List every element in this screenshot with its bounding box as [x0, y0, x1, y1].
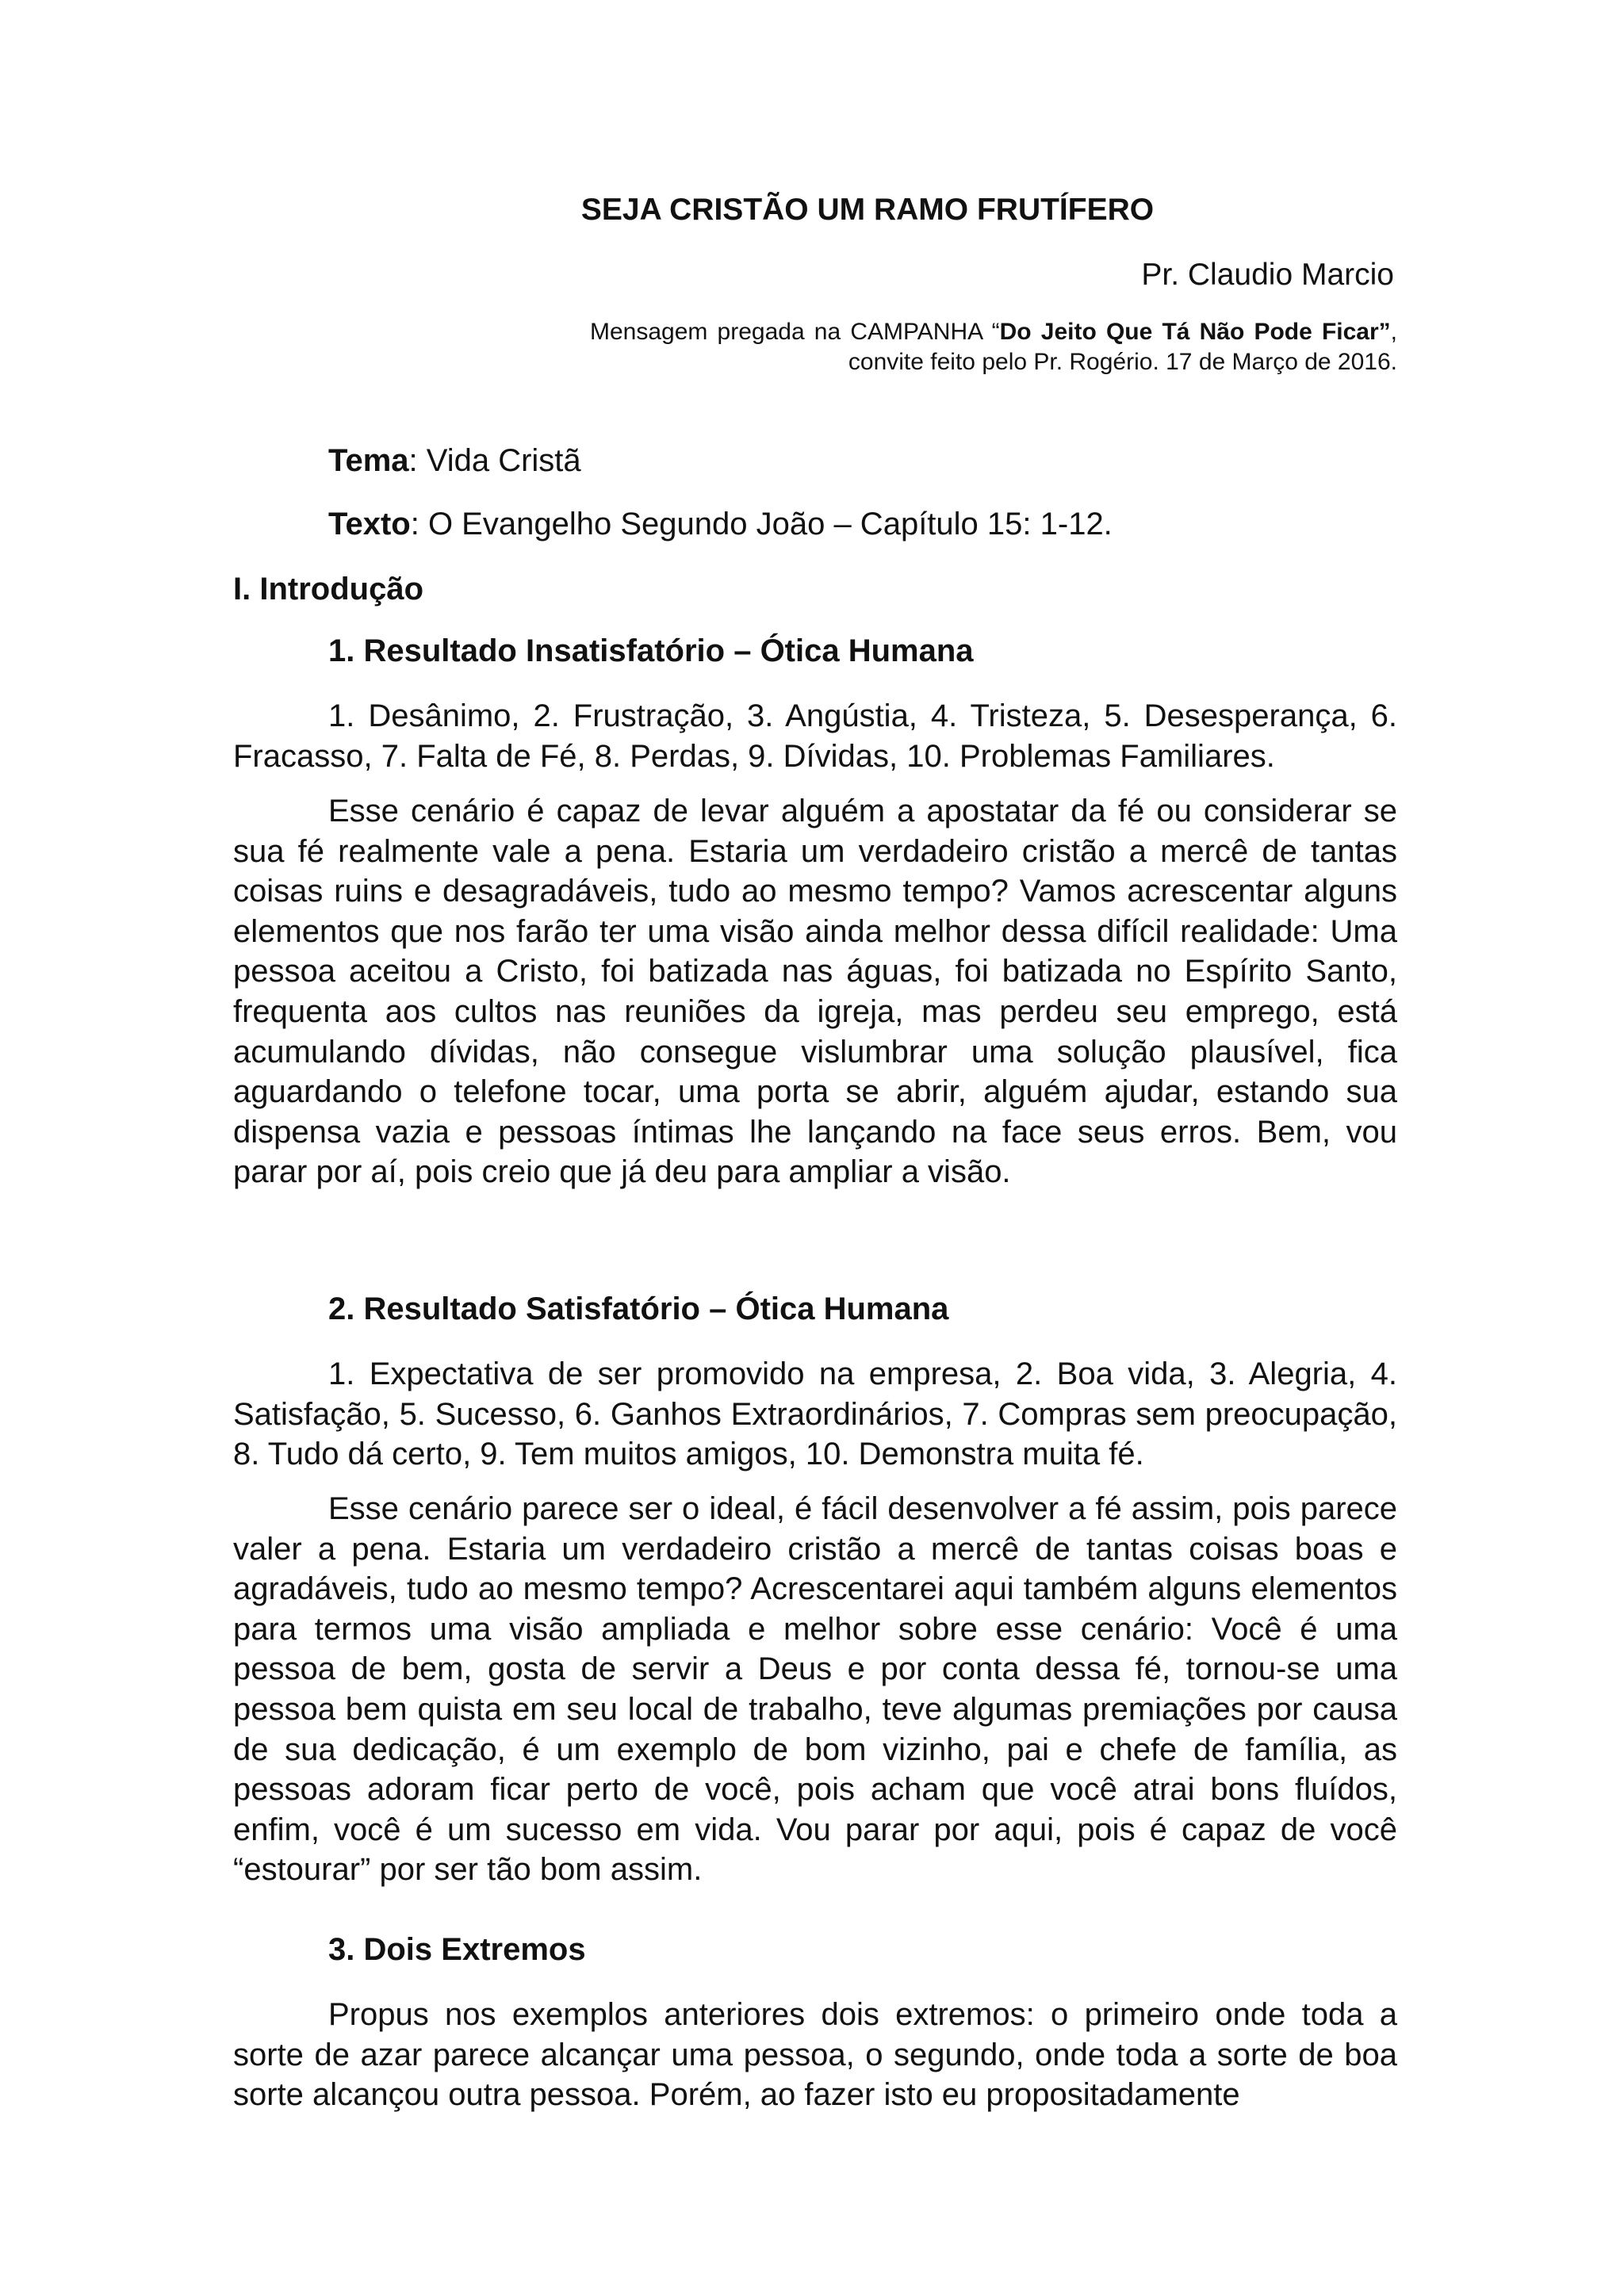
campaign-name: Do Jeito Que Tá Não Pode Ficar” — [999, 319, 1391, 345]
tema-line — [328, 441, 581, 480]
message-suffix: , convite feito pelo Pr. Rogério. 17 de Março de 2016. — [848, 319, 1397, 375]
list-paragraph-2: 1. Expectativa de ser promovido na empresa, 2. Boa vida, 3. Alegria, 4. Satisfação, 5. Sucesso, 6. Ganhos Extraordinários, 7. Compras sem preocupação, 8. Tudo dá certo, 9. Tem muitos amigos, 10. Demonstra muita fé. — [233, 1357, 1397, 1472]
list-paragraph-1: 1. Desânimo, 2. Frustração, 3. Angústia, 4. Tristeza, 5. Desesperança, 6. Fracasso, 7. Falta de Fé, 8. Perdas, 9. Dívidas, 10. Problemas Familiares. — [233, 698, 1397, 774]
subsection-heading-3: 3. Dois Extremos — [328, 1932, 586, 1967]
body-paragraph-3: Propus nos exemplos anteriores dois extremos: o primeiro onde toda a sorte de azar parece alcançar uma pessoa, o segundo, onde toda a sorte de boa sorte alcançou outra pessoa. Porém, ao fazer isto eu propositadamente — [233, 1997, 1397, 2113]
tema-value: : Vida Cristã — [408, 443, 581, 478]
author-line: Pr. Claudio Marcio — [1141, 258, 1394, 292]
message-note — [590, 317, 1397, 377]
section-heading: I. Introdução — [233, 572, 423, 607]
document-title: SEJA CRISTÃO UM RAMO FRUTÍFERO — [580, 193, 1155, 227]
texto-label: Texto — [328, 507, 411, 541]
body-paragraph-2: Esse cenário parece ser o ideal, é fácil desenvolver a fé assim, pois parece valer a pena. Estaria um verdadeiro cristão a mercê de tantas coisas boas e agradáveis, tudo ao mesmo tempo? Acrescentarei aqui também alguns elementos para termos uma visão ampliada e melhor sobre esse cenário: Você é uma pessoa de bem, gosta de servir a Deus e por conta dessa fé, tornou-se uma pessoa bem quista em seu local de trabalho, teve algumas premiações por causa de sua dedicação, é um exemplo de bom vizinho, pai e chefe de família, as pessoas adoram ficar perto de você, pois acham que você atrai bons fluídos, enfim, você é um sucesso em vida. Vou parar por aqui, pois é capaz de você “estourar” por ser tão bom assim. — [233, 1491, 1397, 1888]
texto-value: : O Evangelho Segundo João – Capítulo 15: 1-12. — [410, 507, 1113, 541]
subsection-heading-1: 1. Resultado Insatisfatório – Ótica Humana — [328, 633, 974, 668]
message-prefix: Mensagem pregada na CAMPANHA “ — [590, 319, 1000, 345]
body-paragraph-1: Esse cenário é capaz de levar alguém a apostatar da fé ou considerar se sua fé realmente vale a pena. Estaria um verdadeiro cristão a mercê de tantas coisas ruins e desagradáveis, tudo ao mesmo tempo? Vamos acrescentar alguns elementos que nos farão ter uma visão ainda melhor dessa difícil realidade: Uma pessoa aceitou a Cristo, foi batizada nas águas, foi batizada no Espírito Santo, frequenta aos cultos nas reuniões da igreja, mas perdeu seu emprego, está acumulando dívidas, não consegue vislumbrar uma solução plausível, fica aguardando o telefone tocar, uma porta se abrir, alguém ajudar, estando sua dispensa vazia e pessoas íntimas lhe lançando na face seus erros. Bem, vou parar por aí, pois creio que já deu para ampliar a visão. — [233, 794, 1397, 1190]
texto-line — [328, 504, 1113, 544]
subsection-heading-2: 2. Resultado Satisfatório – Ótica Humana — [328, 1292, 949, 1326]
tema-label: Tema — [328, 443, 409, 478]
